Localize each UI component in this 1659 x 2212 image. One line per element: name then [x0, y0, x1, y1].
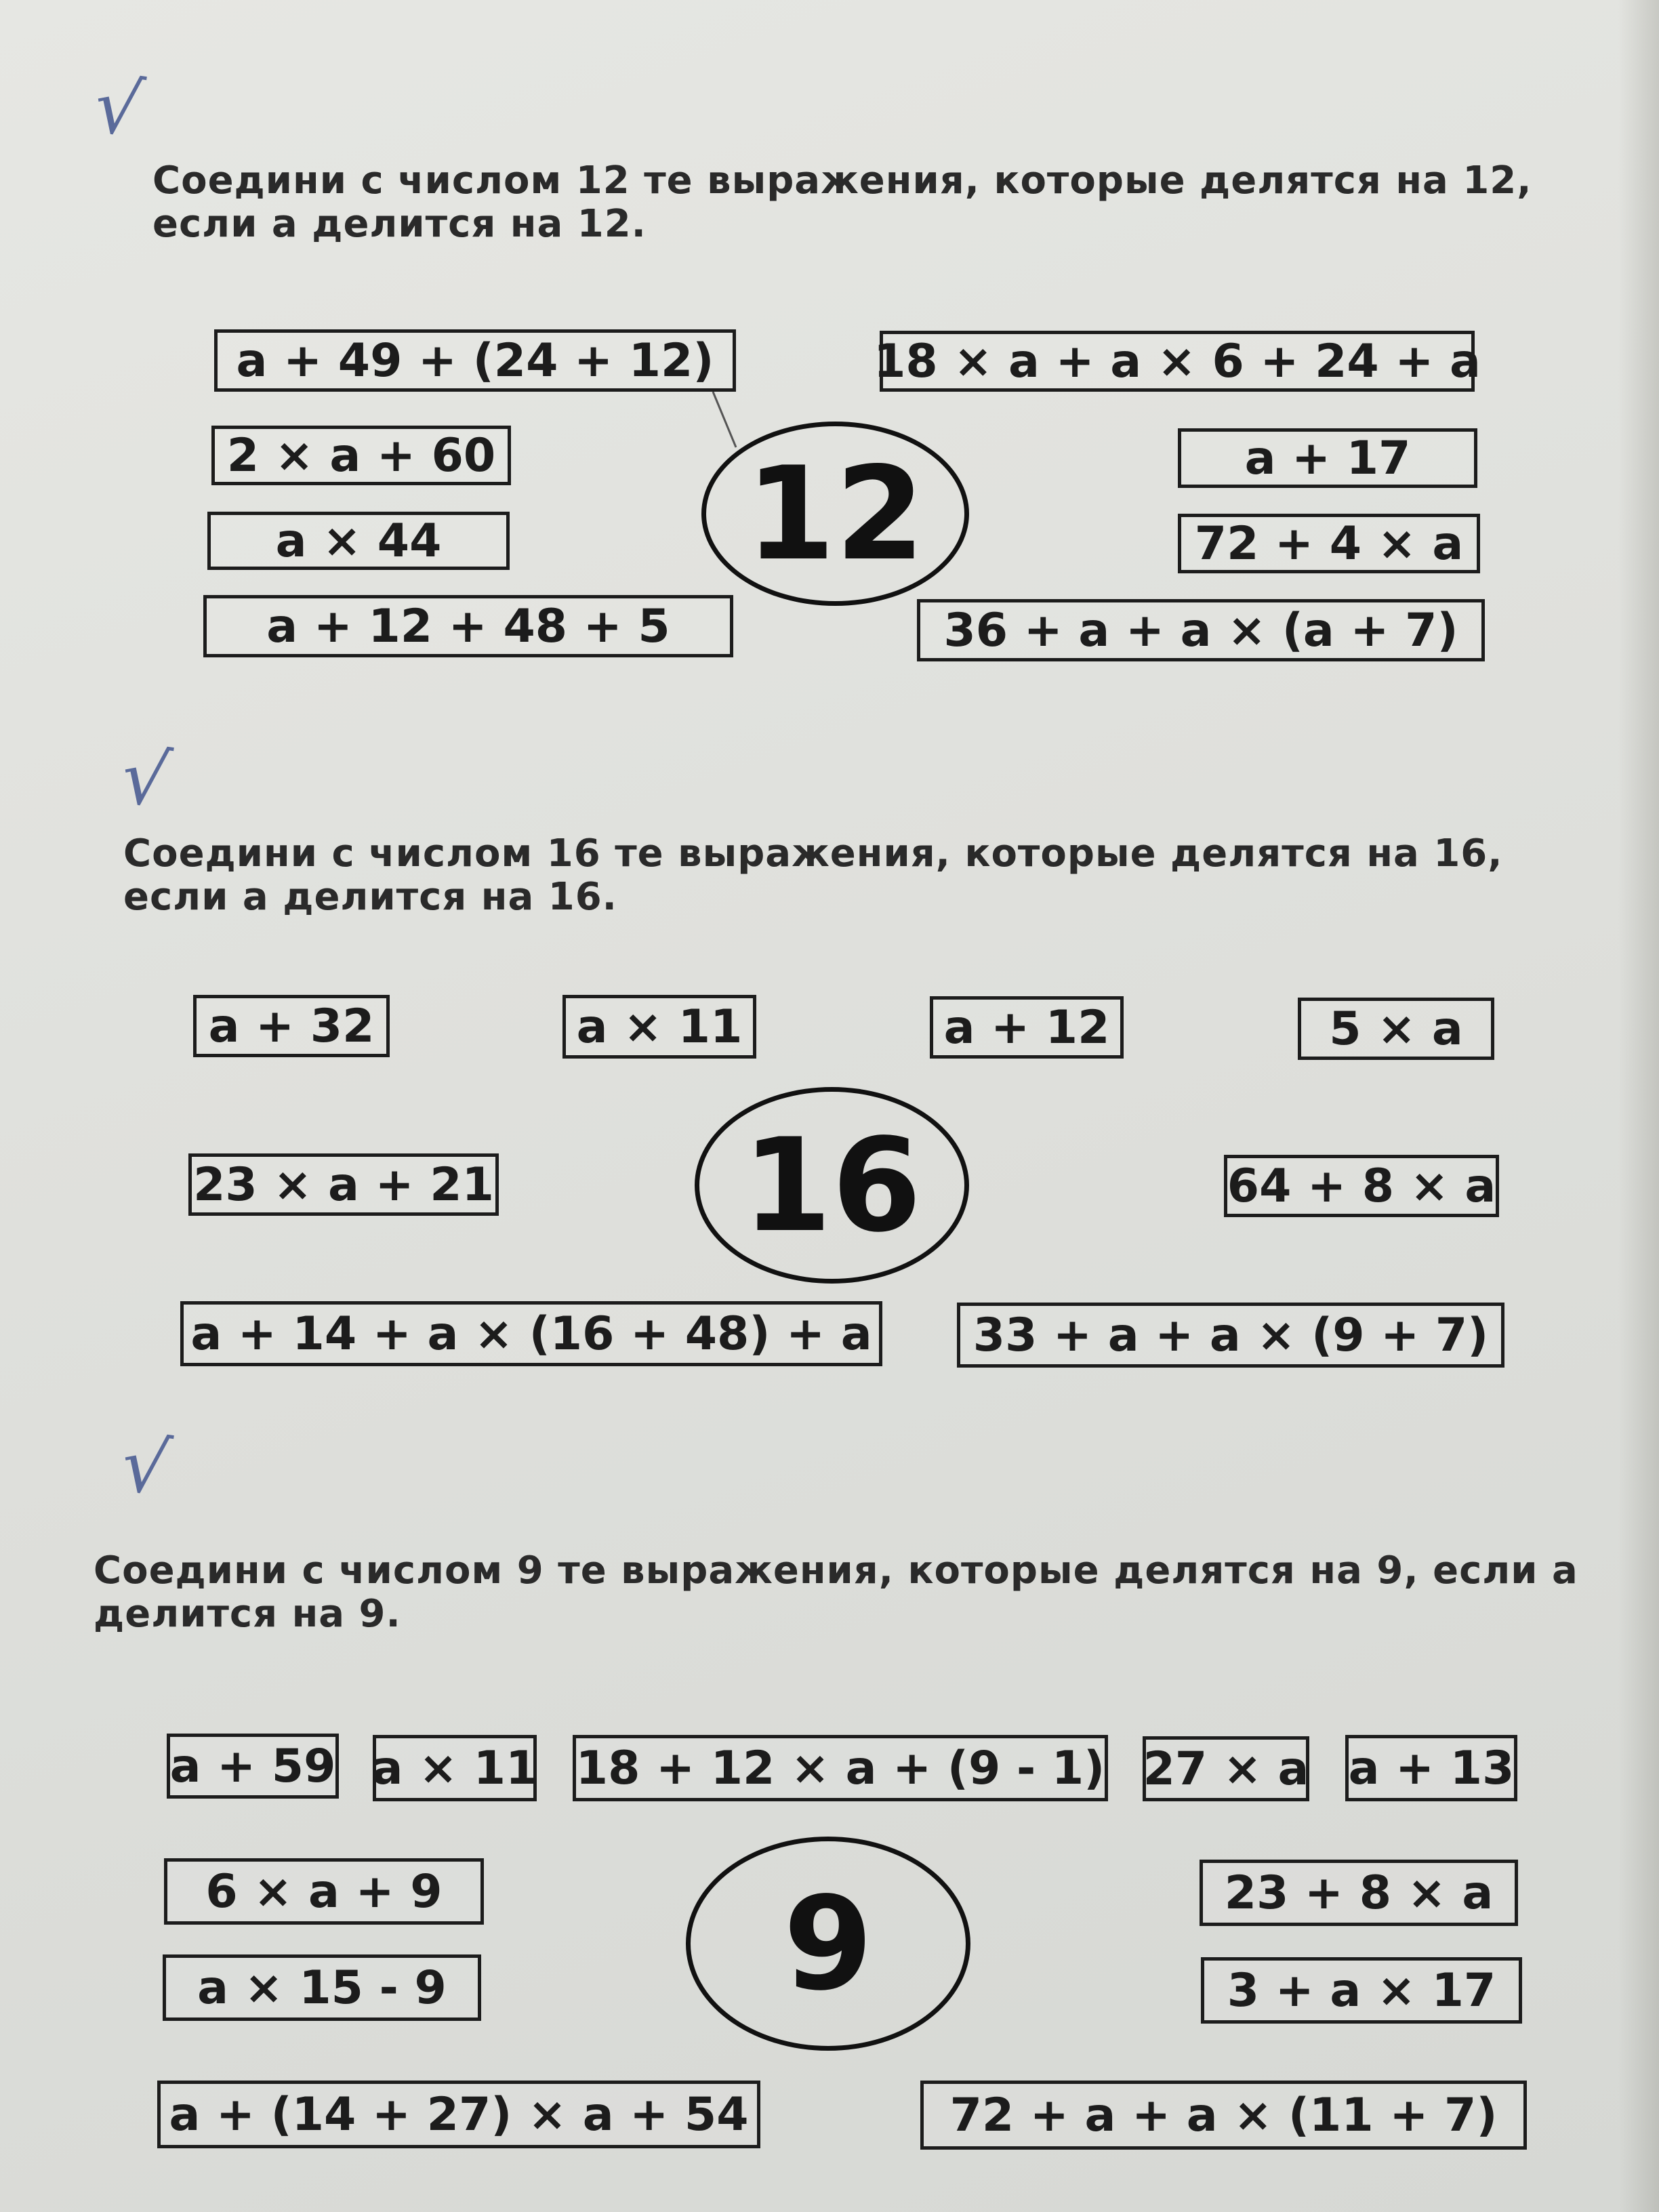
- expr-box[interactable]: 2 × а + 60: [211, 426, 511, 485]
- expr-box[interactable]: 27 × а: [1143, 1736, 1309, 1801]
- expr-box[interactable]: 72 + а + а × (11 + 7): [920, 2081, 1527, 2150]
- expr-box[interactable]: 36 + а + а × (а + 7): [917, 599, 1485, 661]
- expr-box[interactable]: 3 + а × 17: [1201, 1957, 1522, 2024]
- task-2-line1: Соедини с числом 16 те выражения, которые делятся на 16,: [123, 832, 1503, 876]
- expr-box[interactable]: 23 × а + 21: [188, 1153, 499, 1216]
- target-circle-9[interactable]: 9: [686, 1837, 970, 2051]
- expr-box[interactable]: а + 59: [167, 1734, 339, 1799]
- expr-box[interactable]: а + (14 + 27) × а + 54: [157, 2081, 760, 2148]
- target-circle-12[interactable]: 12: [701, 422, 969, 606]
- expr-box[interactable]: 23 + 8 × а: [1200, 1860, 1518, 1926]
- pencil-connection-line: [713, 392, 736, 447]
- task-3-line2: делится на 9.: [94, 1592, 401, 1636]
- task-3-instruction: [94, 1549, 1598, 1636]
- expr-box[interactable]: 72 + 4 × а: [1178, 514, 1480, 573]
- expr-box[interactable]: а × 11: [562, 995, 756, 1059]
- checkmark-3: √: [116, 1420, 176, 1513]
- expr-box[interactable]: 5 × а: [1298, 998, 1494, 1060]
- expr-box[interactable]: а + 13: [1345, 1735, 1517, 1801]
- checkmark-2: √: [116, 732, 176, 825]
- expr-box[interactable]: а + 12 + 48 + 5: [203, 595, 733, 657]
- expr-box[interactable]: 6 × а + 9: [164, 1858, 484, 1925]
- expr-box[interactable]: 18 × а + а × 6 + 24 + а: [880, 331, 1475, 392]
- expr-box[interactable]: а × 15 - 9: [163, 1954, 481, 2021]
- expr-box[interactable]: а × 44: [207, 512, 510, 570]
- expr-box[interactable]: а + 14 + а × (16 + 48) + а: [180, 1301, 882, 1366]
- expr-box[interactable]: а + 12: [930, 996, 1124, 1059]
- task-1-instruction: [152, 159, 1549, 246]
- task-3-line1: Соедини с числом 9 те выражения, которые делятся на 9, если а: [94, 1549, 1578, 1593]
- checkmark-1: √: [89, 61, 148, 155]
- expr-box[interactable]: а + 17: [1178, 428, 1477, 488]
- expr-box[interactable]: а + 32: [193, 995, 390, 1057]
- expr-box[interactable]: 18 + 12 × а + (9 - 1): [573, 1735, 1108, 1801]
- expr-box[interactable]: 33 + а + а × (9 + 7): [957, 1303, 1504, 1368]
- expr-box[interactable]: а + 49 + (24 + 12): [214, 329, 736, 392]
- task-2-line2: если а делится на 16.: [123, 875, 617, 919]
- task-1-line2: если а делится на 12.: [152, 202, 647, 246]
- task-2-instruction: [123, 832, 1574, 919]
- target-circle-16[interactable]: 16: [695, 1087, 969, 1284]
- expr-box[interactable]: а × 11: [373, 1735, 537, 1801]
- task-1-line1: Соедини с числом 12 те выражения, которые делятся на 12,: [152, 159, 1532, 203]
- expr-box[interactable]: 64 + 8 × а: [1224, 1155, 1499, 1217]
